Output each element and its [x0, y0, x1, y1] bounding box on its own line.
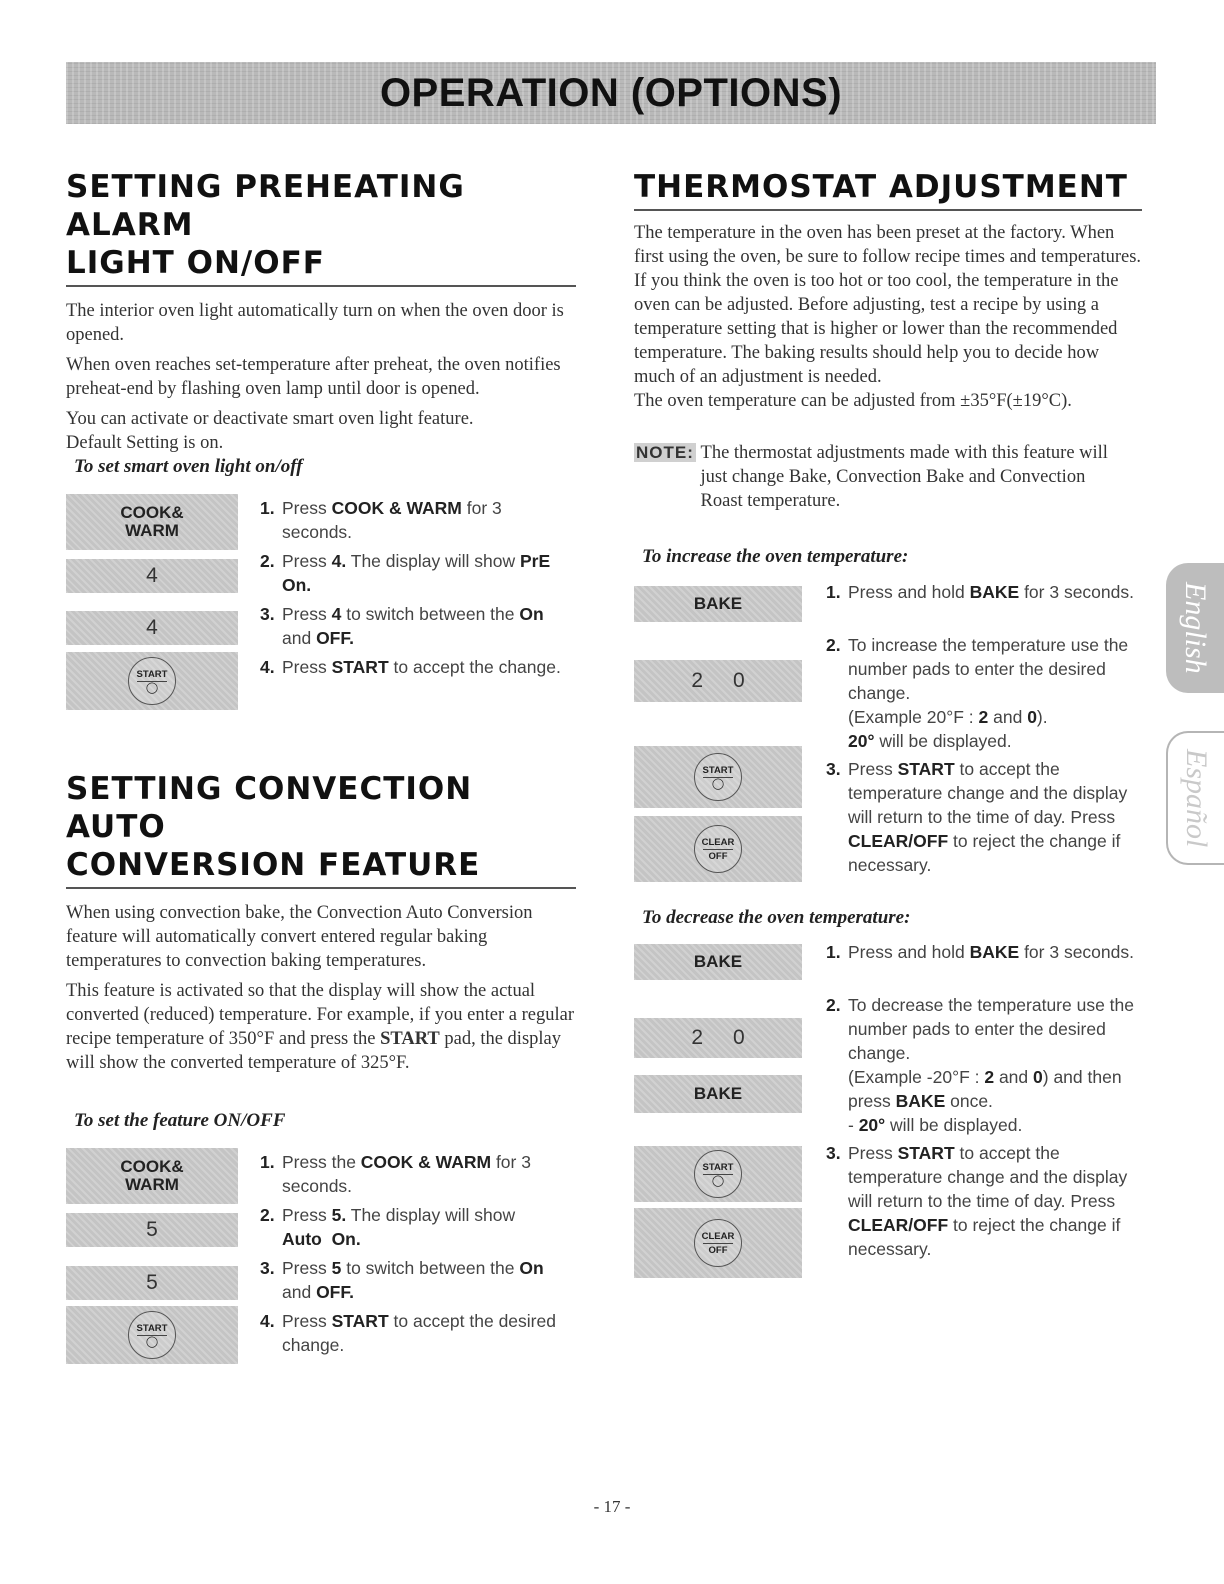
- increase-step-2: [826, 633, 1146, 753]
- step-keyword: COOK & WARM: [360, 1152, 492, 1172]
- step-text: Press: [282, 498, 332, 518]
- english-tab-label: English: [1179, 582, 1212, 674]
- step-text: Press: [282, 604, 332, 624]
- digit-4-label: 4: [146, 564, 158, 587]
- clear-key-2-label: CLEAR: [701, 1230, 735, 1242]
- step-text: and: [282, 1282, 317, 1302]
- start-lock-icon: START ◯: [128, 1311, 176, 1359]
- step-text: for 3 seconds.: [1019, 942, 1134, 962]
- digits-20-key-2: [634, 1018, 802, 1058]
- step-number: 3.: [826, 759, 841, 779]
- bake-key-2: [634, 944, 802, 980]
- step-text: (Example -20°F :: [848, 1067, 985, 1087]
- start-lock-icon: START ◯: [694, 753, 742, 801]
- step-number: 1.: [260, 498, 275, 518]
- preheat-paragraph-2: When oven reaches set-temperature after preheat, the oven notifies preheat-end by flashing oven lamp until door is opened.: [66, 355, 561, 399]
- step-keyword: BAKE: [895, 1091, 946, 1111]
- step-text: and: [994, 1067, 1034, 1087]
- step-number: 1.: [260, 1152, 275, 1172]
- step-keyword: BAKE: [969, 942, 1020, 962]
- cook-warm-key-2-line1: COOK&: [120, 1157, 184, 1176]
- step-keyword: OFF.: [316, 1282, 354, 1302]
- start-key-label: START: [136, 668, 168, 680]
- note-label: NOTE:: [636, 443, 694, 462]
- convection-step-2: [260, 1203, 570, 1251]
- preheat-step-1: [260, 496, 570, 544]
- clear-off-icon: [694, 1219, 742, 1267]
- preheat-subhead: To set smart oven light on/off: [74, 456, 303, 477]
- step-keyword: BAKE: [969, 582, 1020, 602]
- step-text: Press and hold: [848, 942, 970, 962]
- step-text: to reject the change if necessary.: [848, 831, 1121, 875]
- step-text: (Example 20°F :: [848, 707, 979, 727]
- clear-off-key: [634, 816, 802, 882]
- off-key-label: OFF: [708, 850, 728, 862]
- step-text: Press: [848, 759, 898, 779]
- step-text: ) and then press: [848, 1067, 1122, 1111]
- start-key: [66, 652, 238, 710]
- step-number: 4.: [260, 657, 275, 677]
- digit-5-label-second: 5: [146, 1271, 158, 1294]
- english-tab[interactable]: [1166, 563, 1224, 693]
- step-keyword: START: [331, 657, 389, 677]
- digit-5-label: 5: [146, 1218, 158, 1241]
- step-keyword: 20°: [848, 731, 875, 751]
- digit-4-label-second: 4: [146, 616, 158, 639]
- step-keyword: CLEAR/OFF: [848, 1215, 949, 1235]
- page-number: - 17 -: [593, 1497, 631, 1516]
- convection-step-1: [260, 1150, 570, 1198]
- step-number: 1.: [826, 582, 841, 602]
- step-text: Press and hold: [848, 582, 970, 602]
- step-text: for 3 seconds.: [1019, 582, 1134, 602]
- start-lock-icon: START ◯: [128, 657, 176, 705]
- step-text: Press: [282, 1258, 332, 1278]
- digit-2-label: 2: [691, 669, 703, 692]
- step-text: -: [848, 1115, 859, 1135]
- preheat-title: [66, 168, 576, 287]
- preheat-paragraph-1: The interior oven light automatically turn on when the oven door is opened.: [66, 301, 564, 345]
- step-number: 2.: [260, 551, 275, 571]
- banner-title: OPERATION (OPTIONS): [379, 70, 843, 115]
- digits-20-key: [634, 660, 802, 702]
- step-keyword: 2: [978, 707, 989, 727]
- step-keyword: 5: [331, 1258, 342, 1278]
- step-keyword: 20°: [858, 1115, 886, 1135]
- start-key-3-label: START: [702, 764, 734, 776]
- thermostat-section: [634, 168, 1142, 413]
- step-text: to accept the temperature change and the display will return to the time of day. Press: [848, 759, 1128, 827]
- preheat-step-3: [260, 602, 570, 650]
- step-keyword: 2: [984, 1067, 995, 1087]
- cook-warm-key: [66, 494, 238, 550]
- off-key-2-label: OFF: [708, 1244, 728, 1256]
- step-text: to accept the temperature change and the display will return to the time of day. Press: [848, 1143, 1128, 1211]
- step-text: Press: [848, 1143, 898, 1163]
- step-keyword: START: [331, 1311, 389, 1331]
- bake-key-2-label: BAKE: [693, 952, 743, 971]
- increase-subhead: To increase the oven temperature:: [642, 546, 909, 567]
- step-keyword: START: [897, 759, 955, 779]
- convection-section: [66, 770, 576, 1075]
- step-text: to accept the change.: [388, 657, 561, 677]
- step-keyword: PrE On.: [282, 551, 551, 595]
- step-number: 1.: [826, 942, 841, 962]
- start-key-3: [634, 746, 802, 808]
- convection-paragraph-2-post: pad, the display will show the converted temperature of 325°F.: [66, 1029, 562, 1073]
- step-text: will be displayed.: [885, 1115, 1023, 1135]
- bake-key-label: BAKE: [693, 594, 743, 613]
- decrease-step-2: [826, 993, 1146, 1137]
- digits-20-labels: [691, 669, 744, 693]
- espanol-tab-label: Español: [1180, 748, 1213, 848]
- digit-2-label: 2: [691, 1026, 703, 1049]
- header-banner: [66, 62, 1156, 124]
- step-text: to switch between the: [341, 1258, 520, 1278]
- preheat-step-4: [260, 655, 570, 679]
- bake-key: [634, 586, 802, 622]
- step-text: to accept the desired change.: [282, 1311, 556, 1355]
- step-text: for 3 seconds.: [282, 498, 502, 542]
- decrease-step-1: [826, 940, 1146, 964]
- cook-warm-key-2-label: [120, 1158, 183, 1194]
- step-text: ).: [1036, 707, 1048, 727]
- thermostat-paragraph-1: The temperature in the oven has been preset at the factory. When first using the oven, be sure to follow recipe times and temperatures. If you think the oven is too hot or too cool, the temperature in the oven can be adjusted. Before adjusting, test a recipe by using a temperature setting that is higher or lower than the recommended temperature. The baking results should help you to decide how much of an adjustment is needed.: [634, 223, 1142, 387]
- digits-20-labels-2: [691, 1026, 744, 1050]
- convection-title: [66, 770, 576, 889]
- step-number: 2.: [260, 1205, 275, 1225]
- start-key-4-label: START: [702, 1161, 734, 1173]
- step-keyword: 0: [1033, 1067, 1043, 1087]
- step-keyword: 4: [331, 604, 342, 624]
- clear-key-label: CLEAR: [701, 836, 735, 848]
- step-keyword: 4.: [331, 551, 347, 571]
- clear-off-icon: [694, 825, 742, 873]
- step-text: and: [988, 707, 1028, 727]
- preheat-step-2: [260, 549, 570, 597]
- step-keyword: 5.: [331, 1205, 347, 1225]
- preheat-title-line1: SETTING PREHEATING ALARM: [66, 169, 465, 243]
- step-number: 3.: [260, 1258, 275, 1278]
- step-text: to reject the change if necessary.: [848, 1215, 1121, 1259]
- step-text: The display will show: [346, 1205, 516, 1225]
- step-number: 2.: [826, 635, 841, 655]
- clear-off-key-2: [634, 1208, 802, 1278]
- step-text: Press: [282, 657, 332, 677]
- preheat-paragraph-3b: Default Setting is on.: [66, 433, 224, 453]
- digit-5-key: [66, 1213, 238, 1247]
- convection-paragraph-2-bold: START: [380, 1029, 440, 1049]
- increase-step-1: [826, 580, 1146, 604]
- step-text: Press the: [282, 1152, 361, 1172]
- step-number: 3.: [260, 604, 275, 624]
- digit-0-label: 0: [733, 1026, 745, 1049]
- start-key-2: [66, 1306, 238, 1364]
- preheat-paragraph-3a: You can activate or deactivate smart oven light feature.: [66, 409, 474, 429]
- preheat-section: [66, 168, 576, 455]
- step-keyword: START: [897, 1143, 955, 1163]
- step-text: Press: [282, 1311, 332, 1331]
- start-key-4: [634, 1146, 802, 1202]
- step-keyword: On: [519, 604, 544, 624]
- step-text: To decrease the temperature use the number pads to enter the desired change.: [848, 995, 1135, 1063]
- step-text: To increase the temperature use the number pads to enter the desired change.: [848, 635, 1129, 703]
- decrease-step-3: [826, 1141, 1146, 1261]
- thermostat-note: [634, 441, 1134, 513]
- digit-5-key-second: [66, 1266, 238, 1300]
- step-number: 3.: [826, 1143, 841, 1163]
- start-lock-icon: START ◯: [694, 1150, 742, 1198]
- increase-step-3: [826, 757, 1146, 877]
- start-key-2-label: START: [136, 1322, 168, 1334]
- step-text: Press: [282, 1205, 332, 1225]
- convection-title-line2: CONVERSION FEATURE: [66, 847, 481, 883]
- digit-4-key-second: [66, 611, 238, 645]
- thermostat-paragraph-2: The oven temperature can be adjusted from ±35°F(±19°C).: [634, 391, 1072, 411]
- convection-subhead: To set the feature ON/OFF: [74, 1110, 286, 1131]
- convection-title-line1: SETTING CONVECTION AUTO: [66, 771, 473, 845]
- preheat-title-line2: LIGHT ON/OFF: [66, 245, 325, 281]
- step-text: to switch between the: [341, 604, 520, 624]
- convection-paragraph-2-pre: This feature is activated so that the display will show the actual converted (reduced) temperature. For example, if you enter a regular recipe temperature of 350°F and press the: [66, 981, 574, 1049]
- step-text: The display will show: [346, 551, 520, 571]
- thermostat-title: THERMOSTAT ADJUSTMENT: [634, 168, 1142, 211]
- step-number: 2.: [826, 995, 841, 1015]
- note-text: The thermostat adjustments made with this feature will just change Bake, Convection Bake and Convection Roast temperature.: [700, 443, 1108, 511]
- bake-key-3-label: BAKE: [693, 1084, 743, 1103]
- step-text: will be displayed.: [874, 731, 1012, 751]
- convection-paragraph-1: When using convection bake, the Convection Auto Conversion feature will automatically convert entered regular baking temperatures to convection baking temperatures.: [66, 903, 533, 971]
- step-number: 4.: [260, 1311, 275, 1331]
- cook-warm-key-label: [120, 504, 183, 540]
- decrease-subhead: To decrease the oven temperature:: [642, 907, 911, 928]
- step-text: and: [282, 628, 317, 648]
- step-keyword: COOK & WARM: [331, 498, 462, 518]
- cook-warm-key-line1: COOK&: [120, 503, 184, 522]
- convection-paragraph-2: [66, 979, 576, 1075]
- step-keyword: On: [519, 1258, 544, 1278]
- preheat-paragraph-3: [66, 407, 576, 455]
- cook-warm-key-line2: WARM: [125, 521, 179, 540]
- cook-warm-key-2-line2: WARM: [125, 1175, 179, 1194]
- step-keyword: Auto On.: [282, 1229, 361, 1249]
- step-text: once.: [945, 1091, 993, 1111]
- convection-step-4: [260, 1309, 570, 1357]
- step-text: for 3 seconds.: [282, 1152, 531, 1196]
- espanol-tab[interactable]: [1166, 731, 1224, 865]
- step-keyword: CLEAR/OFF: [848, 831, 949, 851]
- step-text: Press: [282, 551, 332, 571]
- step-keyword: OFF.: [316, 628, 354, 648]
- bake-key-3: [634, 1075, 802, 1113]
- convection-step-3: [260, 1256, 570, 1304]
- digit-4-key: [66, 559, 238, 593]
- cook-warm-key-2: [66, 1148, 238, 1204]
- digit-0-label: 0: [733, 669, 745, 692]
- step-keyword: 0: [1027, 707, 1037, 727]
